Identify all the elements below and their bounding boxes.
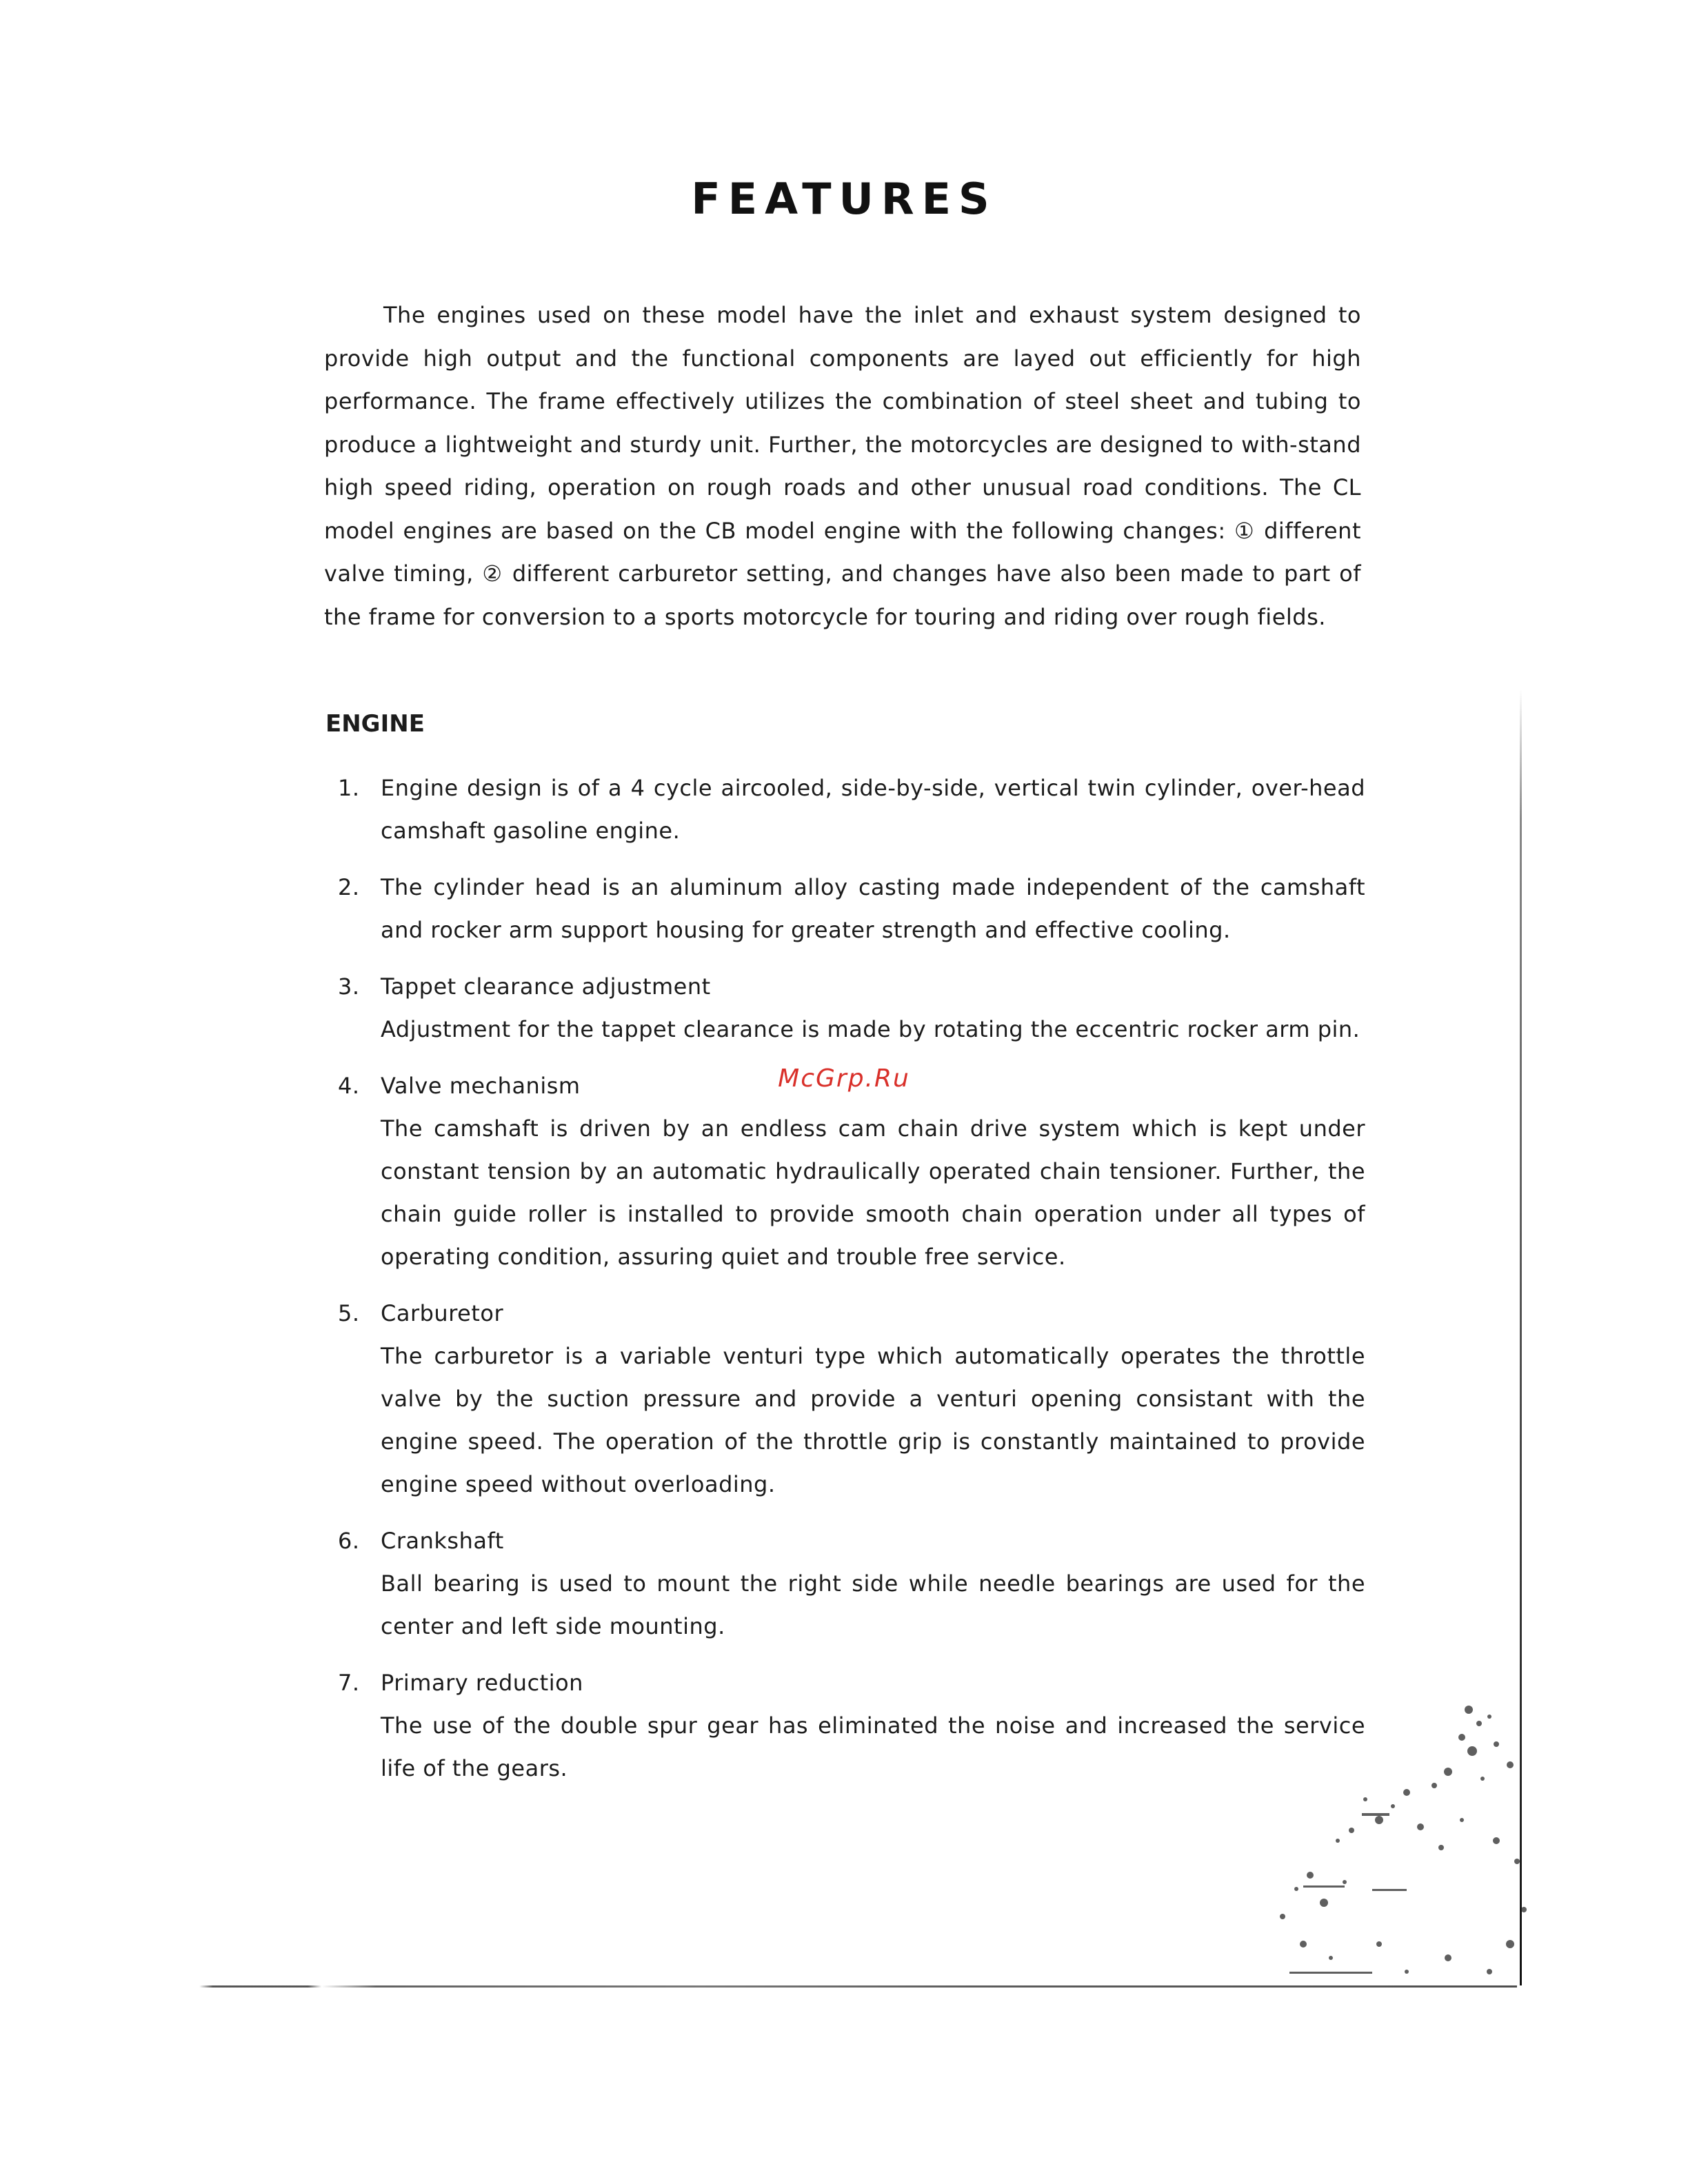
item-number: 5. xyxy=(338,1300,360,1326)
list-item xyxy=(324,965,1365,1051)
item-title: Crankshaft xyxy=(381,1528,504,1554)
list-item xyxy=(324,767,1365,852)
item-number: 4. xyxy=(338,1073,360,1099)
list-item xyxy=(324,866,1365,951)
item-body: Ball bearing is used to mount the right side while needle bearings are used for the center and left side mounting. xyxy=(381,1570,1365,1639)
page-title: FEATURES xyxy=(691,174,997,224)
item-number: 6. xyxy=(338,1528,360,1554)
item-number: 1. xyxy=(338,775,360,801)
watermark-text: McGrp.Ru xyxy=(778,1064,910,1093)
list-item xyxy=(324,1064,1365,1278)
item-number: 7. xyxy=(338,1670,360,1696)
item-body: The cylinder head is an aluminum alloy casting made independent of the camshaft and rocker arm support housing for greater strength and effective cooling. xyxy=(381,874,1365,943)
item-body: The camshaft is driven by an endless cam chain drive system which is kept under constant tension by an automatic hydraulically operated chain tensioner. Further, the chain guide roller is installed to provide smooth chain operation under all types of operating condition, assuring quiet and trouble free service. xyxy=(381,1115,1365,1270)
paper-stain-decoration xyxy=(1200,1682,1531,1992)
item-title: Tappet clearance adjustment xyxy=(381,973,711,1000)
item-body: The use of the double spur gear has eliminated the noise and increased the service life of the gears. xyxy=(381,1712,1365,1781)
item-title: Primary reduction xyxy=(381,1670,583,1696)
intro-paragraph: The engines used on these model have the inlet and exhaust system designed to provide high output and the functional components are layed out efficiently for high performance. The frame effectively utilizes the combination of steel sheet and tubing to produce a lightweight and sturdy unit. Further, the motorcycles are designed to with-stand high speed riding, operation on rough roads and other unusual road conditions. The CL model engines are based on the CB model engine with the following changes: ① different valve timing, ② different carburetor setting, and changes have also been made to part of the frame for conversion to a sports motorcycle for touring and riding over rough fields. xyxy=(324,302,1361,630)
item-body: Engine design is of a 4 cycle aircooled, side-by-side, vertical twin cylinder, over-head camshaft gasoline engine. xyxy=(381,775,1365,844)
item-number: 3. xyxy=(338,973,360,1000)
item-number: 2. xyxy=(338,874,360,900)
list-item xyxy=(324,1519,1365,1648)
item-body: Adjustment for the tappet clearance is made by rotating the eccentric rocker arm pin. xyxy=(381,1016,1360,1042)
section-heading-engine: ENGINE xyxy=(325,710,425,738)
item-title: Carburetor xyxy=(381,1300,504,1326)
item-body: The carburetor is a variable venturi type which automatically operates the throttle valve by the suction pressure and provide a venturi opening consistant with the engine speed. The operation of the throttle grip is constantly maintained to provide engine speed without overloading. xyxy=(381,1343,1365,1497)
item-title: Valve mechanism xyxy=(381,1073,581,1099)
list-item xyxy=(324,1292,1365,1506)
engine-features-list xyxy=(324,767,1365,1803)
